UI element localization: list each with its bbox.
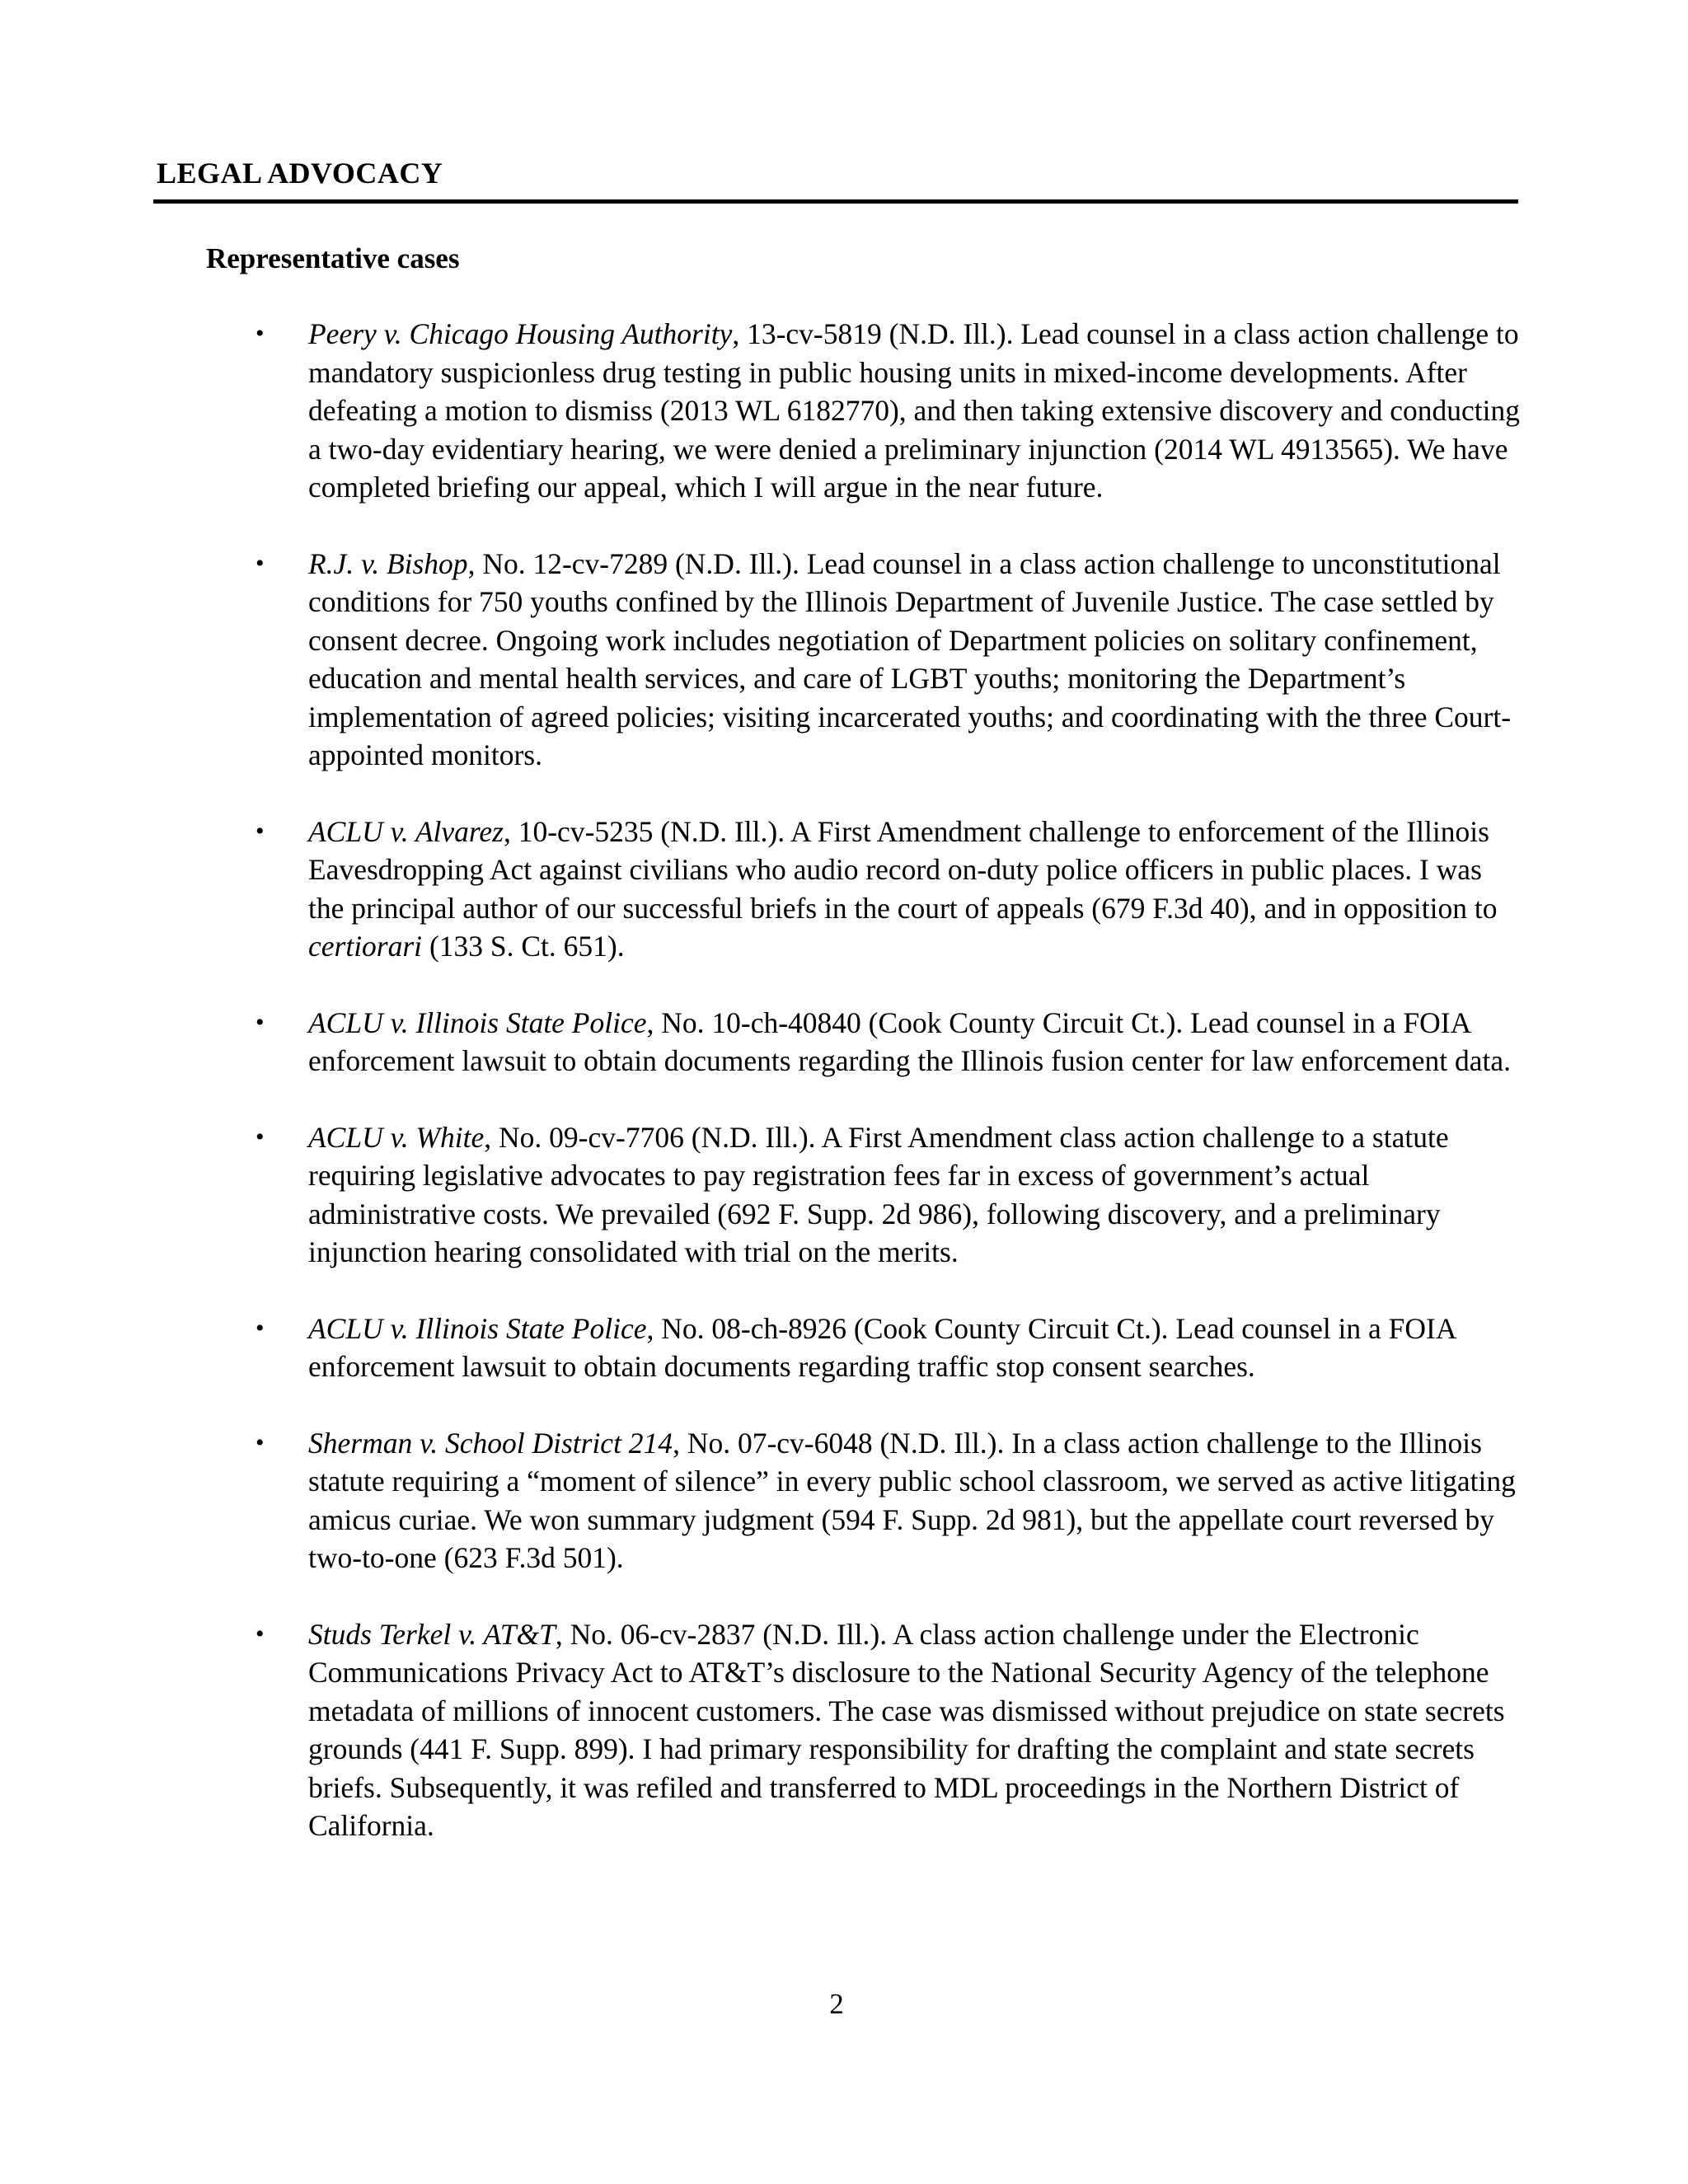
case-description: In a class action challenge to the Illinois statute requiring a “moment of silence” in every public school classroom, we served as active litigating amicus curiae. We won summary judgment (594 F. Supp. 2d 981), but the appellate court reversed by two-to-one (623 F.3d 501).: [308, 1426, 1516, 1574]
page-number: 2: [829, 1988, 844, 2020]
case-citation: , 10-cv-5235 (N.D. Ill.).: [503, 814, 785, 848]
case-item: [256, 1310, 1525, 1386]
case-name: Sherman v. School District 214: [308, 1426, 673, 1460]
bullet-icon: •: [256, 549, 265, 577]
case-citation: , No. 10-ch-40840 (Cook County Circuit Ct.).: [646, 1005, 1184, 1039]
case-item: [256, 545, 1525, 775]
case-name: ACLU v. White: [308, 1120, 485, 1154]
case-name: ACLU v. Alvarez: [308, 814, 504, 848]
case-item: [256, 315, 1525, 507]
case-name: ACLU v. Illinois State Police: [308, 1311, 647, 1345]
case-citation: , No. 08-ch-8926 (Cook County Circuit Ct.).: [646, 1311, 1169, 1345]
bullet-icon: •: [256, 1314, 265, 1342]
case-description: Lead counsel in a class action challenge to mandatory suspicionless drug testing in public housing units in mixed-income developments. After defeating a motion to dismiss (2013 WL 6182770), and then taking extensive discovery and conducting a two-day evidentiary hearing, we were denied a preliminary injunction (2014 WL 4913565). We have completed briefing our appeal, which I will argue in the near future.: [308, 317, 1520, 504]
case-item: [256, 813, 1525, 966]
case-description: Lead counsel in a FOIA enforcement lawsuit to obtain documents regarding traffic stop consent searches.: [308, 1311, 1456, 1383]
bullet-icon: •: [256, 1619, 265, 1647]
case-item: [256, 1118, 1525, 1272]
case-item: [256, 1424, 1525, 1577]
case-name: ACLU v. Illinois State Police: [308, 1005, 647, 1039]
case-list: [256, 315, 1525, 1883]
header-divider: [153, 199, 1518, 204]
case-citation: , No. 12-cv-7289 (N.D. Ill.).: [467, 546, 799, 580]
case-citation: , No. 06-cv-2837 (N.D. Ill.).: [555, 1617, 888, 1651]
case-description-end: (133 S. Ct. 651).: [422, 930, 625, 963]
case-italic-term: certiorari: [308, 930, 423, 963]
case-description: Lead counsel in a FOIA enforcement lawsuit to obtain documents regarding the Illinois fusion center for law enforcement data.: [308, 1005, 1511, 1077]
case-description: A class action challenge under the Electronic Communications Privacy Act to AT&T’s disclosure to the National Security Agency of the telephone metadata of millions of innocent customers. The case was dismissed without prejudice on state secrets grounds (441 F. Supp. 899). I had primary responsibility for drafting the complaint and state secrets briefs. Subsequently, it was refiled and transferred to MDL proceedings in the Northern District of California.: [308, 1617, 1505, 1842]
case-citation: , No. 09-cv-7706 (N.D. Ill.).: [484, 1120, 816, 1154]
case-name: R.J. v. Bishop: [308, 546, 468, 580]
case-item: [256, 1615, 1525, 1845]
case-name: Peery v. Chicago Housing Authority: [308, 317, 733, 350]
case-citation: , 13-cv-5819 (N.D. Ill.).: [732, 317, 1014, 350]
subheading-representative-cases: Representative cases: [206, 242, 460, 274]
case-citation: , No. 07-cv-6048 (N.D. Ill.).: [673, 1426, 1005, 1460]
bullet-icon: •: [256, 1122, 265, 1151]
case-description: A First Amendment class action challenge to a statute requiring legislative advocates to pay registration fees far in excess of government’s actual administrative costs. We prevailed (692 F. Supp. 2d 986), following discovery, and a preliminary injunction hearing consolidated with trial on the merits.: [308, 1120, 1449, 1268]
section-title: LEGAL ADVOCACY: [157, 157, 443, 190]
case-description: A First Amendment challenge to enforcement of the Illinois Eavesdropping Act against civilians who audio record on-duty police officers in public places. I was the principal author of our successful briefs in the court of appeals (679 F.3d 40), and in opposition to: [308, 814, 1498, 925]
bullet-icon: •: [256, 320, 265, 347]
bullet-icon: •: [256, 1428, 265, 1456]
case-item: [256, 1004, 1525, 1080]
case-name: Studs Terkel v. AT&T: [308, 1617, 556, 1651]
case-description: Lead counsel in a class action challenge to unconstitutional conditions for 750 youths confined by the Illinois Department of Juvenile Justice. The case settled by consent decree. Ongoing work includes negotiation of Department policies on solitary confinement, education and mental health services, and care of LGBT youths; monitoring the Department’s implementation of agreed policies; visiting incarcerated youths; and coordinating with the three Court-appointed monitors.: [308, 546, 1512, 771]
bullet-icon: •: [256, 817, 265, 845]
bullet-icon: •: [256, 1008, 265, 1036]
